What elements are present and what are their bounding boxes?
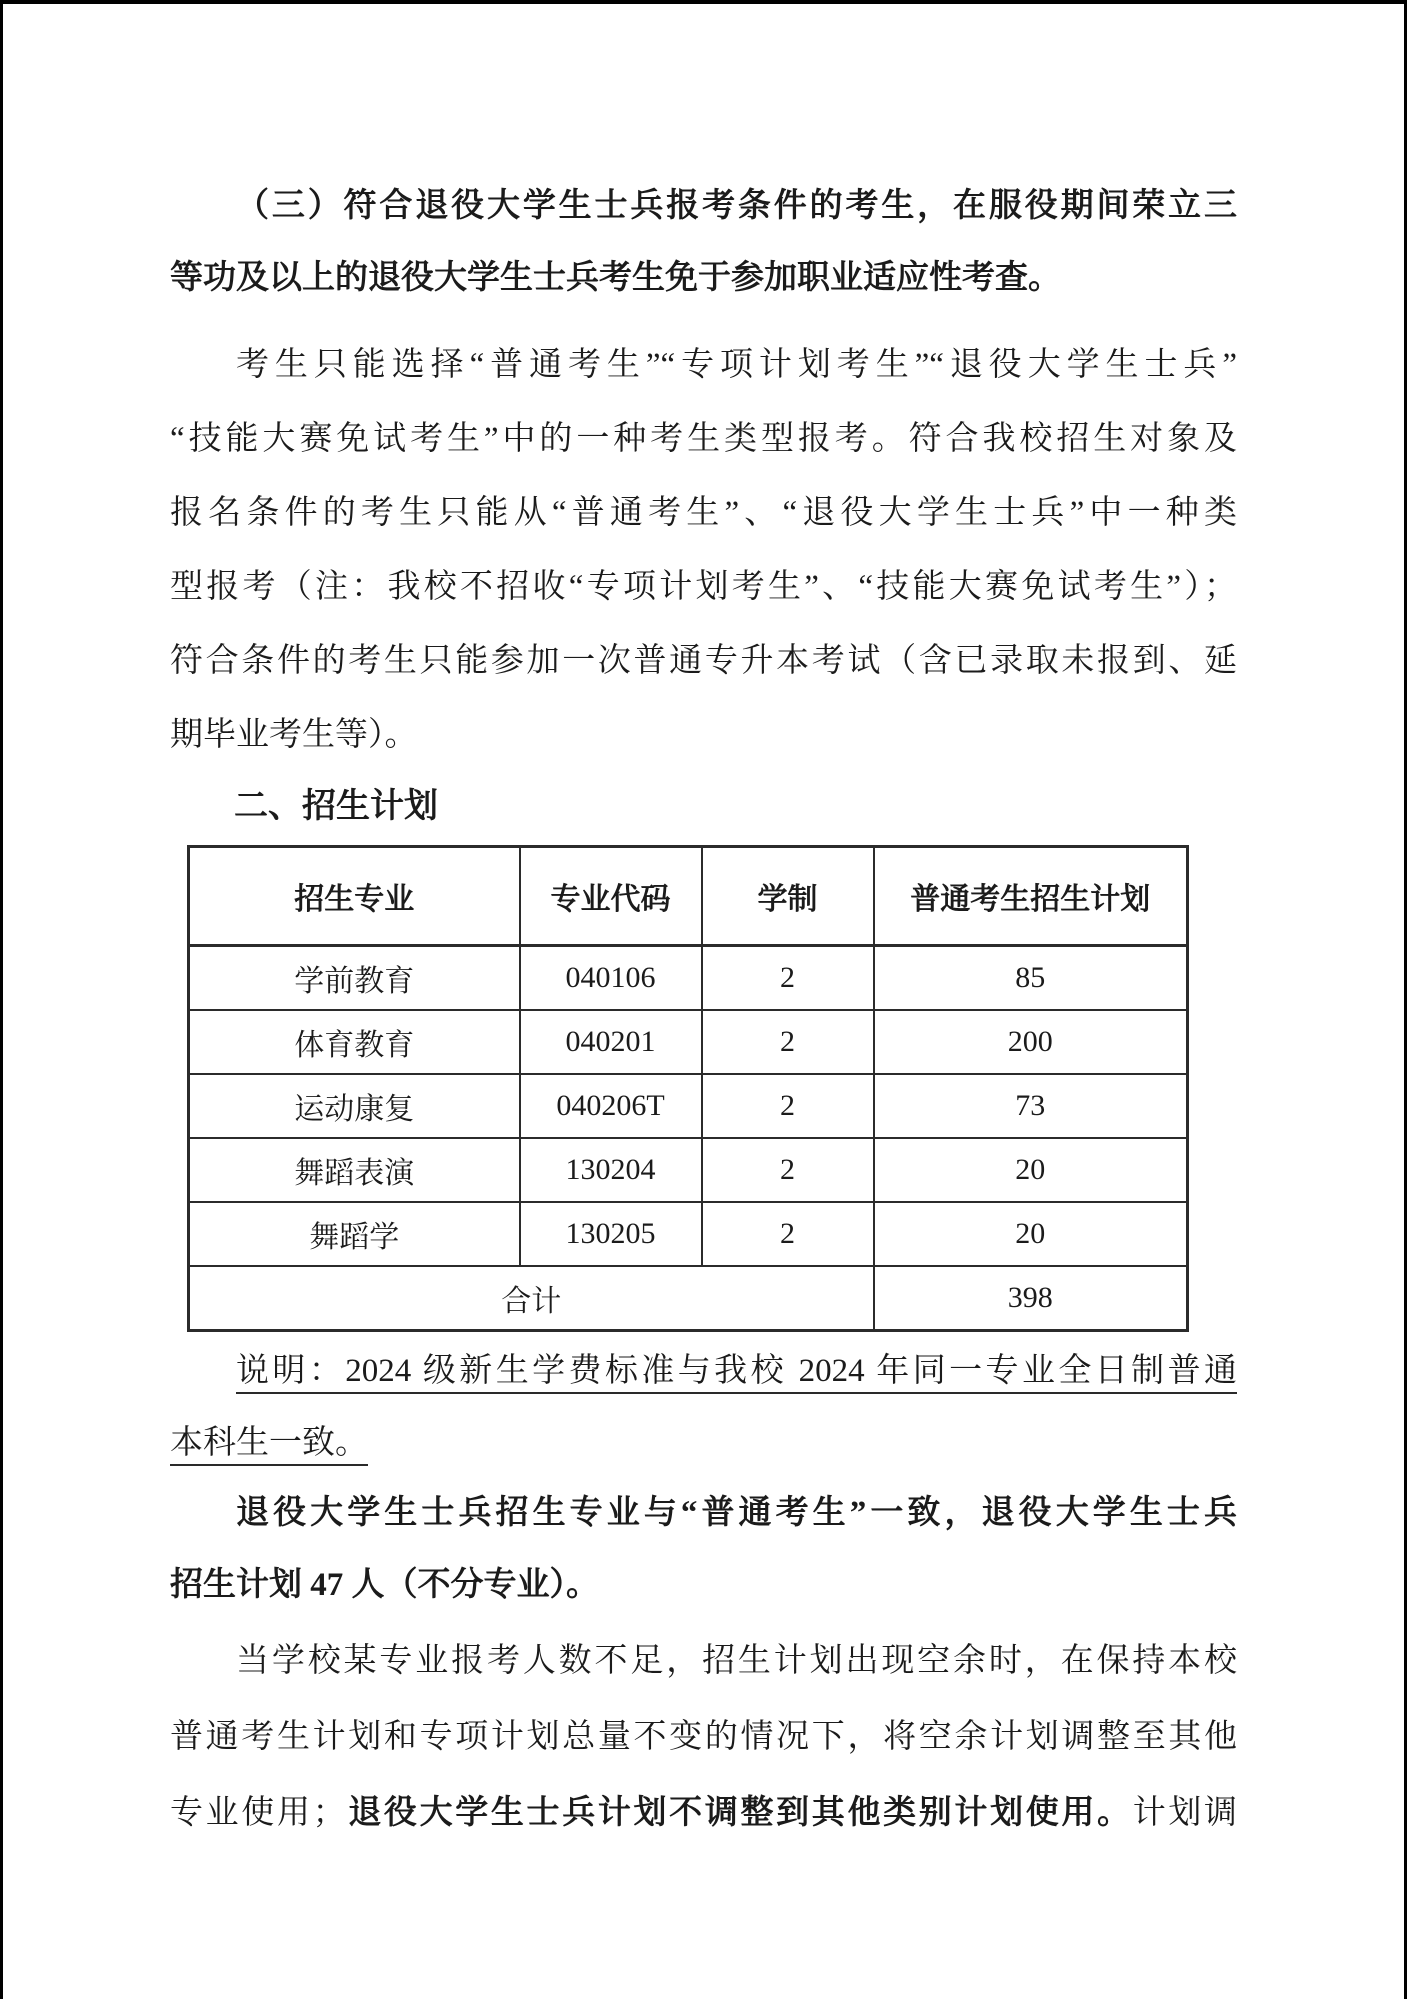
- text-segment-bold: 退役大学生士兵计划不调整到其他类别计划使用。: [345, 1795, 1133, 1831]
- table-cell-major: 学前教育: [189, 946, 520, 1011]
- text-line: 期毕业考生等）。: [170, 717, 418, 753]
- table-row: [189, 1138, 1188, 1202]
- table-cell-major: 舞蹈表演: [189, 1138, 520, 1202]
- table-cell-code: 040206T: [520, 1074, 702, 1138]
- table-cell-duration: 2: [702, 1202, 874, 1266]
- table-cell-code: 130205: [520, 1202, 702, 1266]
- table-row: [189, 1202, 1188, 1266]
- table-cell-plan: 73: [874, 1074, 1188, 1138]
- column-header-code: 专业代码: [520, 847, 702, 946]
- column-header-duration: 学制: [702, 847, 874, 946]
- text-line: 退役大学生士兵招生专业与“普通考生”一致，退役大学生士兵: [236, 1495, 1237, 1531]
- text-line: 符合条件的考生只能参加一次普通专升本考试（含已录取未报到、延: [170, 643, 1237, 679]
- paragraph-plan-adjustment: [170, 1623, 1237, 1851]
- text-line: 当学校某专业报考人数不足，招生计划出现空余时，在保持本校: [236, 1643, 1237, 1679]
- table-cell-code: 040106: [520, 946, 702, 1011]
- table-cell-total-label: 合计: [189, 1266, 874, 1331]
- paragraph-tuition-note: [170, 1335, 1237, 1479]
- text-line: 本科生一致。: [170, 1425, 368, 1461]
- admission-plan-table: [187, 845, 1189, 1332]
- table-row: [189, 1010, 1188, 1074]
- text-line: 报名条件的考生只能从“普通考生”、“退役大学生士兵”中一种类: [170, 495, 1237, 531]
- table-header-row: [189, 847, 1188, 946]
- table-cell-duration: 2: [702, 1138, 874, 1202]
- text-line: 考生只能选择“普通考生”“专项计划考生”“退役大学生士兵”: [236, 347, 1237, 383]
- text-line: 型报考（注：我校不招收“专项计划考生”、“技能大赛免试考生”）；: [170, 569, 1237, 605]
- table-cell-major: 舞蹈学: [189, 1202, 520, 1266]
- table-cell-code: 040201: [520, 1010, 702, 1074]
- table-row: [189, 1074, 1188, 1138]
- text-line: 等功及以上的退役大学生士兵考生免于参加职业适应性考查。: [170, 260, 1061, 296]
- table-cell-duration: 2: [702, 1074, 874, 1138]
- text-line: “技能大赛免试考生”中的一种考生类型报考。符合我校招生对象及: [170, 421, 1237, 457]
- text-line: 招生计划 47 人（不分专业）。: [170, 1567, 599, 1603]
- table-cell-total-value: 398: [874, 1266, 1188, 1331]
- table-cell-plan: 200: [874, 1010, 1188, 1074]
- text-line: （三）符合退役大学生士兵报考条件的考生，在服役期间荣立三: [236, 188, 1237, 224]
- section-heading-enrollment-plan: 二、招生计划: [234, 788, 438, 825]
- text-segment: 专业使用；: [170, 1795, 346, 1831]
- table-cell-plan: 20: [874, 1138, 1188, 1202]
- text-line: 普通考生计划和专项计划总量不变的情况下，将空余计划调整至其他: [170, 1719, 1237, 1755]
- table-cell-plan: 20: [874, 1202, 1188, 1266]
- paragraph-veteran-quota: [170, 1477, 1237, 1621]
- column-header-plan: 普通考生招生计划: [874, 847, 1188, 946]
- text-line: 说明：2024 级新生学费标准与我校 2024 年同一专业全日制普通: [236, 1353, 1237, 1389]
- text-line: [170, 1775, 1237, 1851]
- table-cell-duration: 2: [702, 946, 874, 1011]
- table-cell-duration: 2: [702, 1010, 874, 1074]
- table-cell-plan: 85: [874, 946, 1188, 1011]
- paragraph-candidate-types: [170, 328, 1237, 772]
- table-footer-row: [189, 1266, 1188, 1331]
- table-cell-code: 130204: [520, 1138, 702, 1202]
- table-row: [189, 946, 1188, 1011]
- table-cell-major: 体育教育: [189, 1010, 520, 1074]
- table-cell-major: 运动康复: [189, 1074, 520, 1138]
- text-segment: 计划调: [1132, 1795, 1238, 1831]
- paragraph-veteran-exemption: [170, 170, 1237, 314]
- column-header-major: 招生专业: [189, 847, 520, 946]
